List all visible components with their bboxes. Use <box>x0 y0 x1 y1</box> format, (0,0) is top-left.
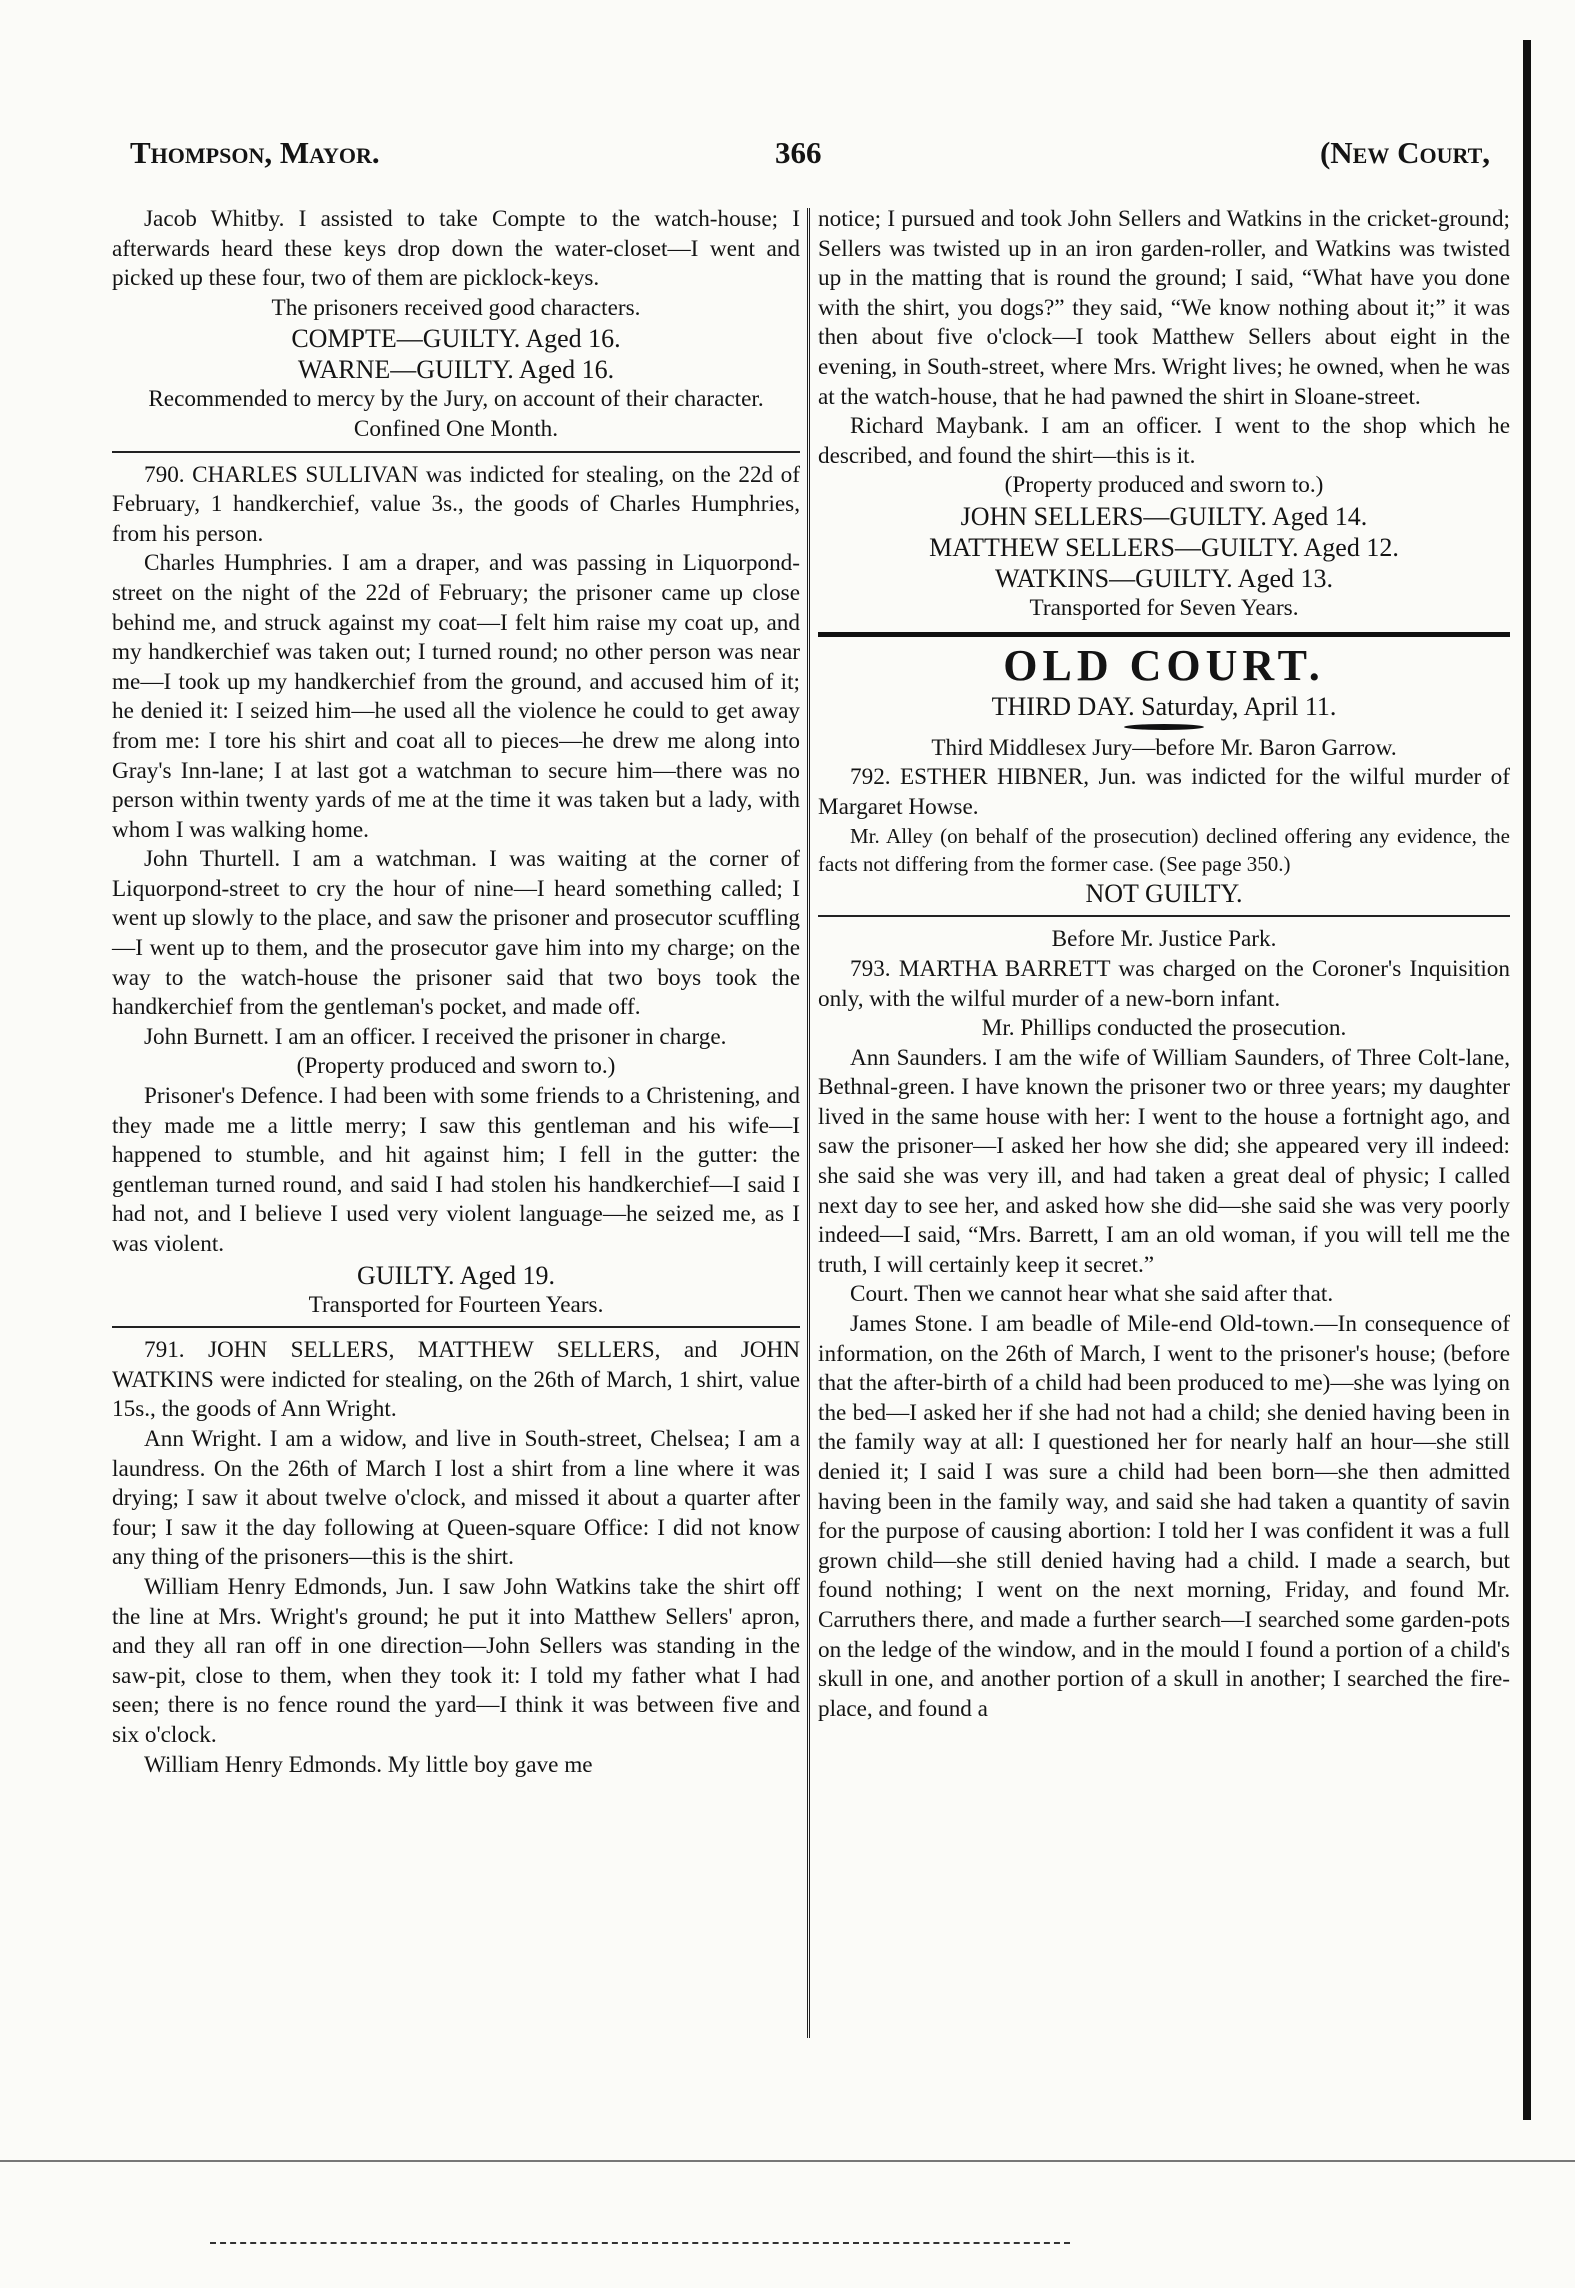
section-rule <box>818 632 1510 637</box>
paragraph: notice; I pursued and took John Sellers and Watkins in the cricket-ground; Sellers was twisted up in an iron garden-roller, and Watkins was twisted up in the matting that is round the ground; I said, “What have you done with the shirt, you dogs?” they said, “We know nothing about it;” it was then about five o'clock—I took Matthew Sellers about eight in the evening, in South-street, where Mrs. Wright lives; he owned, when he was at the watch-house, that he had pawned the shirt in Sloane-street. <box>818 206 1510 410</box>
right-column <box>818 205 1510 1724</box>
paragraph: John Burnett. I am an officer. I received the prisoner in charge. <box>144 1023 727 1050</box>
verdict-line: THIRD DAY. Saturday, April 11. <box>991 691 1337 721</box>
centered-note: Transported for Fourteen Years. <box>308 1291 604 1318</box>
paragraph: 791. JOHN SELLERS, MATTHEW SELLERS, and JOHN WATKINS were indicted for stealing, on the 26th of March, 1 shirt, value 15s., the goods of Ann Wright. <box>112 1337 800 1423</box>
verdict-line: GUILTY. Aged 19. <box>357 1260 555 1290</box>
verdict-line: COMPTE—GUILTY. Aged 16. <box>291 324 621 354</box>
page-number: 366 <box>775 135 822 170</box>
paragraph: Court. Then we cannot hear what she said after that. <box>850 1281 1334 1308</box>
paragraph: Prisoner's Defence. I had been with some friends to a Christening, and they made me a little merry; I saw this gentleman and his wife—I happened to stumble, and hit against him; I fell in the gutter: the gentleman turned round, and said I had stolen his handkerchief—I said I had not, and I believe I used very violent language—he seized me, as I was violent. <box>112 1083 800 1257</box>
centered-note: Mr. Phillips conducted the prosecution. <box>981 1015 1347 1042</box>
verdict-line: NOT GUILTY. <box>1085 879 1243 909</box>
section-rule <box>818 915 1510 917</box>
section-rule <box>112 451 800 453</box>
paragraph: William Henry Edmonds. My little boy gave me <box>144 1751 593 1778</box>
paragraph: 793. MARTHA BARRETT was charged on the Coroner's Inquisition only, with the wilful murder of a new-born infant. <box>818 955 1510 1012</box>
centered-note: (Property produced and sworn to.) <box>1004 472 1324 499</box>
centered-note: Before Mr. Justice Park. <box>1051 926 1277 953</box>
running-header <box>130 135 1500 185</box>
small-note: Mr. Alley (on behalf of the prosecution) declined offering any evidence, the facts not differing from the former case. (See page 350.) <box>818 824 1510 877</box>
centered-note: Confined One Month. <box>353 415 559 442</box>
header-right: (New Court, <box>1319 135 1490 170</box>
verdict-line: JOHN SELLERS—GUILTY. Aged 14. <box>960 501 1368 531</box>
centered-note: The prisoners received good characters. <box>271 294 641 321</box>
paragraph: Richard Maybank. I am an officer. I went to the shop which he described, and found the shirt—this is it. <box>818 413 1510 469</box>
centered-note: Third Middlesex Jury—before Mr. Baron Garrow. <box>931 734 1397 761</box>
column-divider <box>807 208 811 2038</box>
paragraph: William Henry Edmonds, Jun. I saw John Watkins take the shirt off the line at Mrs. Wright's ground; he put it into Matthew Sellers' apron, and they all ran off in one direction—John Sellers was standing in the saw-pit, close to them, when they took it: I told my father what I had seen; there is no fence round the yard—I think it was between five and six o'clock. <box>112 1573 800 1748</box>
paragraph: Jacob Whitby. I assisted to take Compte to the watch-house; I afterwards heard these keys drop down the water-closet—I went and picked up these four, two of them are picklock-keys. <box>112 206 800 292</box>
left-column <box>112 205 800 1780</box>
centered-note: Transported for Seven Years. <box>1029 594 1299 621</box>
paragraph: 790. CHARLES SULLIVAN was indicted for stealing, on the 22d of February, 1 handkerchief, value 3s., the goods of Charles Humphries, from his person. <box>112 461 800 547</box>
paragraph: Ann Wright. I am a widow, and live in South-street, Chelsea; I am a laundress. On the 26th of March I lost a shirt from a line where it was drying; I saw it about twelve o'clock, and missed it about a quarter after four; I saw it the day following at Queen-square Office: I did not know any thing of the prisoners—this is the shirt. <box>112 1425 800 1571</box>
centered-note: (Property produced and sworn to.) <box>296 1053 616 1080</box>
paragraph: 792. ESTHER HIBNER, Jun. was indicted for the wilful murder of Margaret Howse. <box>818 764 1510 820</box>
verdict-line: WATKINS—GUILTY. Aged 13. <box>995 563 1333 593</box>
page-bottom-dashes <box>210 2242 1070 2244</box>
page-bottom-rule <box>0 2160 1575 2162</box>
section-rule <box>112 1326 800 1328</box>
ornament-rule <box>1124 724 1204 730</box>
paragraph: John Thurtell. I am a watchman. I was waiting at the corner of Liquorpond-street to cry the hour of nine—I heard something called; I went up slowly to the place, and saw the prisoner and prosecutor scuffling—I went up to them, and the prosecutor gave him into my charge; on the way to the watch-house the prisoner said that two boys took the handkerchief from the gentleman's pocket, and made off. <box>112 846 800 1021</box>
paragraph: James Stone. I am beadle of Mile-end Old-town.—In consequence of information, on the 26th of March, I went to the prisoner's house; (before that the after-birth of a child had been produced to me)—she was lying on the bed—I asked her if she had not had a child; she denied having been in the family way at all: I questioned her for nearly half an hour—she still denied it; I said I was sure a child had been born—she then admitted having been in the family way, and said she had taken a quantity of savin for the purpose of causing abortion: I told her I was confident it was a full grown child—she still denied having had a child. I made a search, but found nothing; I went on the next morning, Friday, and found Mr. Carruthers there, and made a further search—I searched some garden-pots on the ledge of the window, and in the mould I found a portion of a child's skull in one, and another portion of a skull in another; I searched the fire-place, and found a <box>818 1311 1510 1722</box>
binding-edge <box>1523 40 1531 2120</box>
paragraph: Charles Humphries. I am a draper, and was passing in Liquorpond-street on the night of the 22d of February; the prisoner came up close behind me, and struck against my coat—I felt him raise my coat up, and my handkerchief was taken out; I turned round; no other person was near me—I took up my handkerchief from the ground, and accused him of it; he denied it: I seized him—he used all the violence he could to get away from me: I tore his shirt and coat all to pieces—he drew me along into Gray's Inn-lane; I at last got a watchman to secure him—there was no person within twenty yards of me at the time it was taken but a lady, with whom I was walking home. <box>112 550 800 843</box>
court-heading: OLD COURT. <box>1003 640 1325 690</box>
header-left: Thompson, Mayor. <box>130 135 380 170</box>
paragraph: Ann Saunders. I am the wife of William Saunders, of Three Colt-lane, Bethnal-green. I have known the prisoner two or three years; my daughter lived in the same house with her: I went to the house a fortnight ago, and saw the prisoner—I asked her how she did; she appeared very ill indeed: she said she was very ill, and had taken a great deal of physic; I called next day to see her, and asked how she did—she said she was very poorly indeed—I said, “Mrs. Barrett, I am an old woman, if you will tell me the truth, I will certainly keep it secret.” <box>818 1044 1510 1278</box>
centered-note: Recommended to mercy by the Jury, on account of their character. <box>148 386 764 413</box>
verdict-line: WARNE—GUILTY. Aged 16. <box>297 355 615 385</box>
verdict-line: MATTHEW SELLERS—GUILTY. Aged 12. <box>929 532 1399 562</box>
